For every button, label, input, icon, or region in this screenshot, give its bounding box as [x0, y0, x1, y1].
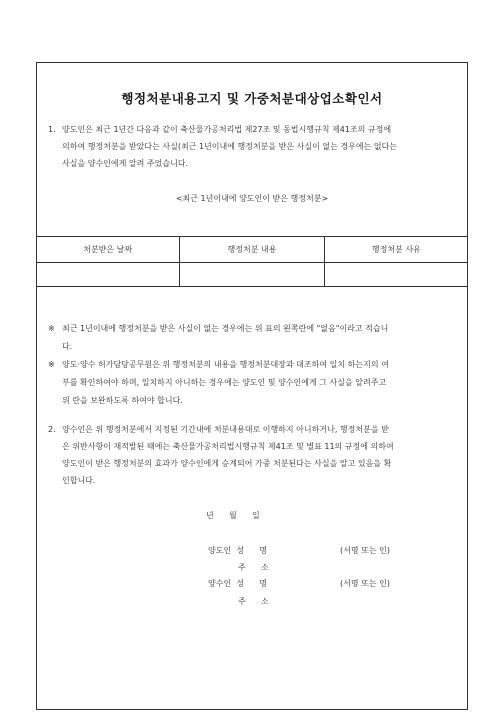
header-content: 행정처분 내용	[179, 237, 323, 262]
note-line: 다.	[62, 342, 73, 351]
section-2-line: 인합니다.	[62, 476, 96, 485]
note-1	[48, 320, 460, 356]
disposition-table	[36, 236, 468, 287]
section-2	[48, 421, 462, 489]
note-line: 최근 1년이내에 행정처분을 받은 사실이 없는 경우에는 위 표의 왼쪽란에 "없음"이라고 적습니	[62, 324, 389, 333]
table-caption: <최근 1년이내에 양도인이 받은 행정처분>	[175, 194, 329, 203]
section-1-line: 사실을 양수인에게 알려 주었습니다.	[62, 159, 189, 168]
date-line: 년 월 일	[206, 511, 260, 520]
table-header-row	[36, 237, 468, 263]
section-2-line: 양도인이 받은 행정처분의 효과가 양수인에게 승계되어 가중 처분된다는 사실을 알고 있음을 확	[62, 459, 392, 468]
transferor-signature-label: (서명 또는 인)	[340, 546, 390, 555]
header-date: 처분받은 날짜	[83, 245, 133, 254]
note-mark: ※	[48, 360, 55, 369]
header-reason: 행정처분 사유	[324, 237, 468, 262]
section-2-number: 2.	[48, 425, 56, 434]
transferee-signature-label: (서명 또는 인)	[340, 579, 390, 588]
document-title: 행정처분내용고지 및 가중처분대상업소확인서	[121, 91, 383, 106]
note-line: 부를 확인하여야 하며, 일치하지 아니하는 경우에는 양도인 및 양수인에게 그 사실을 알려주고	[62, 378, 387, 387]
section-1-line: 양도인은 최근 1년간 다음과 같이 축산물가공처리법 제27조 및 동법시행규칙 제41조의 규정에	[62, 125, 392, 134]
table-row	[36, 263, 468, 286]
section-2-line: 양수인은 위 행정처분에서 지정된 기간내에 처분내용대로 이행하지 아니하거나, 행정처분을 받	[62, 425, 389, 434]
section-1-number: 1.	[48, 125, 56, 134]
section-2-line: 은 위반사항이 재적발된 때에는 축산물가공처리법시행규칙 제41조 및 별표 11의 규정에 의하여	[62, 442, 394, 451]
transferor-name-label: 양도인 성 명	[208, 546, 267, 555]
transferee-address-label: 주 소	[238, 597, 269, 606]
cell-reason	[324, 263, 468, 286]
section-1	[48, 121, 462, 172]
transferee-name-label: 양수인 성 명	[208, 579, 267, 588]
cell-date	[36, 263, 179, 286]
section-1-line: 의하여 행정처분을 받았다는 사실(최근 1년이내에 행정처분을 받은 사실이 없는 경우에는 없다는	[62, 142, 398, 151]
note-2	[48, 356, 460, 410]
note-line: 양도·양수 허가담당공무원은 위 행정처분의 내용을 행정처분대장과 대조하여 일치 하는지의 여	[62, 360, 389, 369]
note-line: 위 란을 보완하도록 하여야 합니다.	[62, 396, 183, 405]
cell-content	[179, 263, 323, 286]
transferor-address-label: 주 소	[238, 563, 269, 572]
note-mark: ※	[48, 324, 55, 333]
